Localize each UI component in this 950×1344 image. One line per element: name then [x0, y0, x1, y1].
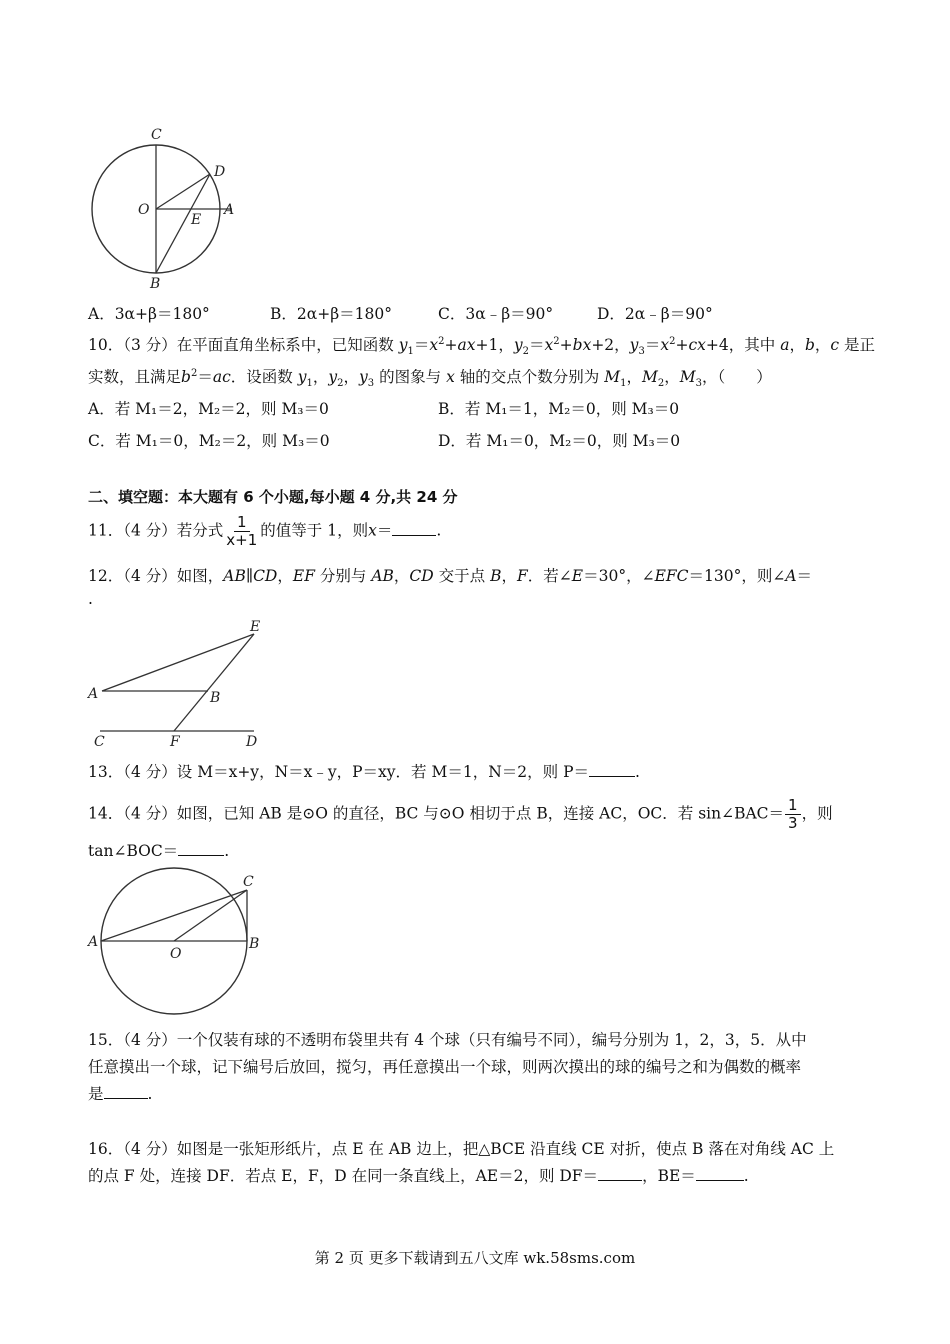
q14-label-b: B: [249, 936, 260, 952]
q15-line2: 任意摸出一个球，记下编号后放回，搅匀，再任意摸出一个球，则两次摸出的球的编号之和为偶数的概率: [88, 1058, 802, 1076]
q10-line1: 10．（3 分）在平面直角坐标系中，已知函数 $y_1=x^2+ax+1$，$y_2=x^2+bx+2$，$y_3=x^2+cx+4$，其中 a，b，c 是正: [88, 335, 876, 358]
q14-segment-ac: [101, 890, 247, 941]
q12-trailing-dot: .: [88, 590, 93, 608]
q12-label-b: B: [210, 690, 221, 706]
q12-label-f: F: [170, 734, 180, 750]
q14-label-o: O: [170, 946, 182, 962]
q9-label-o: O: [138, 202, 150, 218]
q14-label-c: C: [243, 874, 254, 890]
q12-label-e: E: [250, 619, 261, 635]
q9-label-c: C: [151, 127, 162, 143]
q14-circle-figure: [86, 866, 266, 1018]
q9-segment-od: [156, 174, 210, 209]
q9-label-d: D: [214, 164, 226, 180]
q10-option-a: A．若 M₁＝2，M₂＝2，则 M₃＝0: [88, 400, 329, 418]
section-2-heading: 二、填空题：本大题有 6 个小题,每小题 4 分,共 24 分: [88, 488, 458, 506]
q12-parallel-lines-figure: [86, 614, 276, 750]
q9-label-a: A: [224, 202, 235, 218]
q12-label-d: D: [246, 734, 258, 750]
q14-line2: tan∠BOC＝ .: [88, 842, 230, 860]
page-footer: 第 2 页 更多下载请到五八文库 wk.58sms.com: [314, 1249, 636, 1267]
q14-fraction: $\frac{1}{3}$: [785, 797, 801, 832]
q15-line3: 是 .: [88, 1085, 153, 1103]
q14-label-a: A: [88, 934, 99, 950]
q10-option-d: D．若 M₁＝0，M₂＝0，则 M₃＝0: [438, 432, 681, 450]
q9-segment-bd: [156, 174, 210, 273]
q10-line2: 实数，且满足$b^2=ac$．设函数 $y_1$，$y_2$，$y_3$ 的图象与 x 轴的交点个数分别为 $M_1$，$M_2$，$M_3$，（ ）: [88, 367, 772, 390]
q16-df-answer-blank[interactable]: [598, 1166, 642, 1181]
q11-line: 11．（4 分）若分式 $\frac{1}{x+1}$ 的值等于 1，则x＝ .: [88, 513, 442, 549]
q9-option-c: C．3α﹣β＝90°: [438, 305, 554, 323]
q9-circle-figure: [84, 120, 244, 292]
q12-label-c: C: [94, 734, 105, 750]
q9-option-d: D．2α﹣β＝90°: [597, 305, 713, 323]
q16-line1: 16．（4 分）如图是一张矩形纸片，点 E 在 AB 边上，把△BCE 沿直线 CE 对折，使点 B 落在对角线 AC 上: [88, 1140, 835, 1158]
q9-option-a: A．3α+β＝180°: [88, 305, 210, 323]
q13-line: 13．（4 分）设 M＝x+y，N＝x﹣y，P＝xy．若 M＝1，N＝2，则 P＝ .: [88, 763, 640, 781]
q15-line1: 15．（4 分）一个仅装有球的不透明布袋里共有 4 个球（只有编号不同），编号分别为 1，2，3，5．从中: [88, 1031, 807, 1049]
q9-label-e: E: [191, 212, 202, 228]
q13-answer-blank[interactable]: [589, 762, 635, 777]
q14-segment-oc: [174, 890, 247, 941]
q16-line2: 的点 F 处，连接 DF．若点 E，F，D 在同一条直线上，AE＝2，则 DF＝ ，BE＝ .: [88, 1167, 749, 1185]
q9-option-b: B．2α+β＝180°: [270, 305, 393, 323]
q11-fraction: $\frac{1}{x+1}$: [226, 513, 258, 549]
q12-line1: 12．（4 分）如图，AB∥CD，EF 分别与 AB，CD 交于点 B，F．若∠E＝30°，∠EFC＝130°，则∠A＝: [88, 567, 813, 585]
q10-option-c: C．若 M₁＝0，M₂＝2，则 M₃＝0: [88, 432, 330, 450]
q14-answer-blank[interactable]: [178, 841, 224, 856]
q15-answer-blank[interactable]: [104, 1084, 148, 1099]
q16-be-answer-blank[interactable]: [696, 1166, 744, 1181]
q14-line1: 14．（4 分）如图，已知 AB 是⊙O 的直径，BC 与⊙O 相切于点 B，连接 AC，OC．若 sin∠BAC＝ $\frac{1}{3}$ ，则: [88, 796, 833, 832]
q11-answer-blank[interactable]: [392, 521, 436, 536]
q10-option-b: B．若 M₁＝1，M₂＝0，则 M₃＝0: [438, 400, 680, 418]
q12-label-a: A: [88, 686, 99, 702]
q9-label-b: B: [150, 276, 161, 292]
